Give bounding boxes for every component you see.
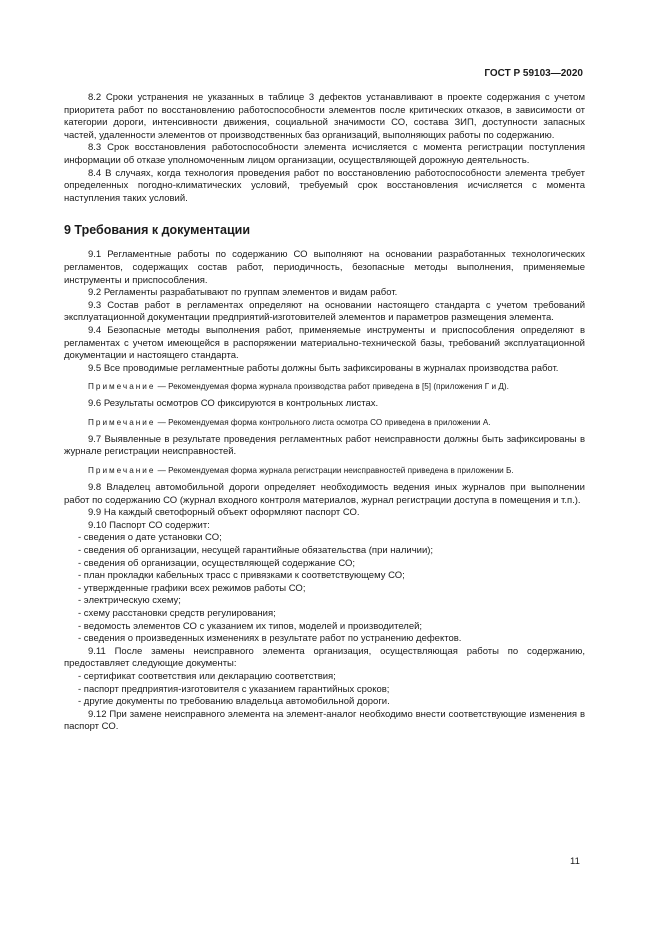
note-3 <box>64 465 585 476</box>
list-item: - ведомость элементов СО с указанием их типов, моделей и производителей; <box>78 620 423 632</box>
page-body <box>64 92 585 734</box>
paragraph-9-4: 9.4 Безопасные методы выполнения работ, применяемые инструменты и приспособления определяют в регламентах с учетом имеющейся в распоряжении материально-технической базы, требований эксплуатационной документации и настоящего стандарта. <box>64 324 585 362</box>
paragraph-9-3: 9.3 Состав работ в регламентах определяют на основании настоящего стандарта с учетом требований эксплуатационной документации предприятий-изготовителей элементов и параметров размещения элемента. <box>64 299 585 324</box>
note-label: Примечание <box>88 382 156 392</box>
paragraph-9-1: 9.1 Регламентные работы по содержанию СО выполняют на основании разработанных технологических регламентов, содержащих состав работ, периодичность, безопасные методы выполнения, применяемые инструменты и приспособления. <box>64 249 585 286</box>
list-item: - план прокладки кабельных трасс с привязками к соответствующему СО; <box>78 570 405 582</box>
note-1 <box>64 381 585 392</box>
list-item: - сведения о дате установки СО; <box>78 532 222 544</box>
paragraph-9-10: 9.10 Паспорт СО содержит: <box>88 519 210 531</box>
paragraph-8-4: 8.4 В случаях, когда технология проведения работ по восстановлению работоспособности элемента требует определенных погодно-климатических условий, требуемый срок восстановления исчисляется с момента наступления таких условий. <box>64 167 585 204</box>
paragraph-9-9: 9.9 На каждый светофорный объект оформляют паспорт СО. <box>88 507 360 519</box>
list-item: - схему расстановки средств регулирования; <box>78 608 276 619</box>
note-label: Примечание <box>88 466 156 476</box>
list-item: - сведения об организации, осуществляющей содержание СО; <box>78 557 356 569</box>
paragraph-9-8: 9.8 Владелец автомобильной дороги определяет необходимость ведения иных журналов при выполнении работ по содержанию СО (журнал входного контроля материалов, журнал регистрации доступа в помещения и т.п.). <box>64 482 585 506</box>
note-text: — Рекомендуемая форма контрольного листа осмотра СО приведена в приложении А. <box>155 417 491 427</box>
list-item: - сведения о произведенных изменениях в результате работ по устранению дефектов. <box>78 633 462 645</box>
paragraph-9-12: 9.12 При замене неисправного элемента на элемент-аналог необходимо внести соответствующие изменения в паспорт СО. <box>64 708 585 733</box>
note-text: — Рекомендуемая форма журнала регистрации неисправностей приведена в приложении Б. <box>155 466 514 476</box>
paragraph-9-6: 9.6 Результаты осмотров СО фиксируются в контрольных листах. <box>88 398 379 410</box>
list-item: - сертификат соответствия или декларацию соответствия; <box>78 670 336 682</box>
note-2 <box>64 417 585 428</box>
paragraph-9-7: 9.7 Выявленные в результате проведения регламентных работ неисправности должны быть зафиксированы в журнале регистрации неисправностей. <box>64 433 585 458</box>
document-id: ГОСТ Р 59103—2020 <box>484 68 583 79</box>
paragraph-9-5: 9.5 Все проводимые регламентные работы должны быть зафиксированы в журналах производства работ. <box>88 362 559 374</box>
list-item: - сведения об организации, несущей гарантийные обязательства (при наличии); <box>78 545 434 557</box>
paragraph-9-11: 9.11 После замены неисправного элемента организация, осуществляющая работы по содержанию, предоставляет следующие документы: <box>64 645 585 670</box>
note-text: — Рекомендуемая форма журнала производства работ приведена в [5] (приложения Г и Д). <box>155 382 509 392</box>
list-item: - электрическую схему; <box>78 595 181 607</box>
page-number: 11 <box>570 856 580 867</box>
paragraph-9-2: 9.2 Регламенты разрабатывают по группам элементов и видам работ. <box>88 287 398 299</box>
section-9-heading: 9 Требования к документации <box>64 223 251 238</box>
note-label: Примечание <box>88 417 156 427</box>
paragraph-8-3: 8.3 Срок восстановления работоспособности элемента исчисляется с момента регистрации поступления информации об отказе уполномоченным лицом организации, осуществляющей дорожную деятельность. <box>64 142 585 166</box>
list-item: - утвержденные графики всех режимов работы СО; <box>78 582 306 594</box>
list-item: - паспорт предприятия-изготовителя с указанием гарантийных сроков; <box>78 683 390 695</box>
paragraph-8-2: 8.2 Сроки устранения не указанных в таблице 3 дефектов устанавливают в проекте содержания с учетом приоритета работ по восстановлению работоспособности элементов после критических отказов, в зависимости от категории дороги, интенсивности движения, социальной значимости СО, состава ЗИП, доступности запасных частей, удаленности элементов от производственных баз организаций, выполняющих работы по содержанию. <box>64 92 585 141</box>
list-item: - другие документы по требованию владельца автомобильной дороги. <box>78 696 390 708</box>
